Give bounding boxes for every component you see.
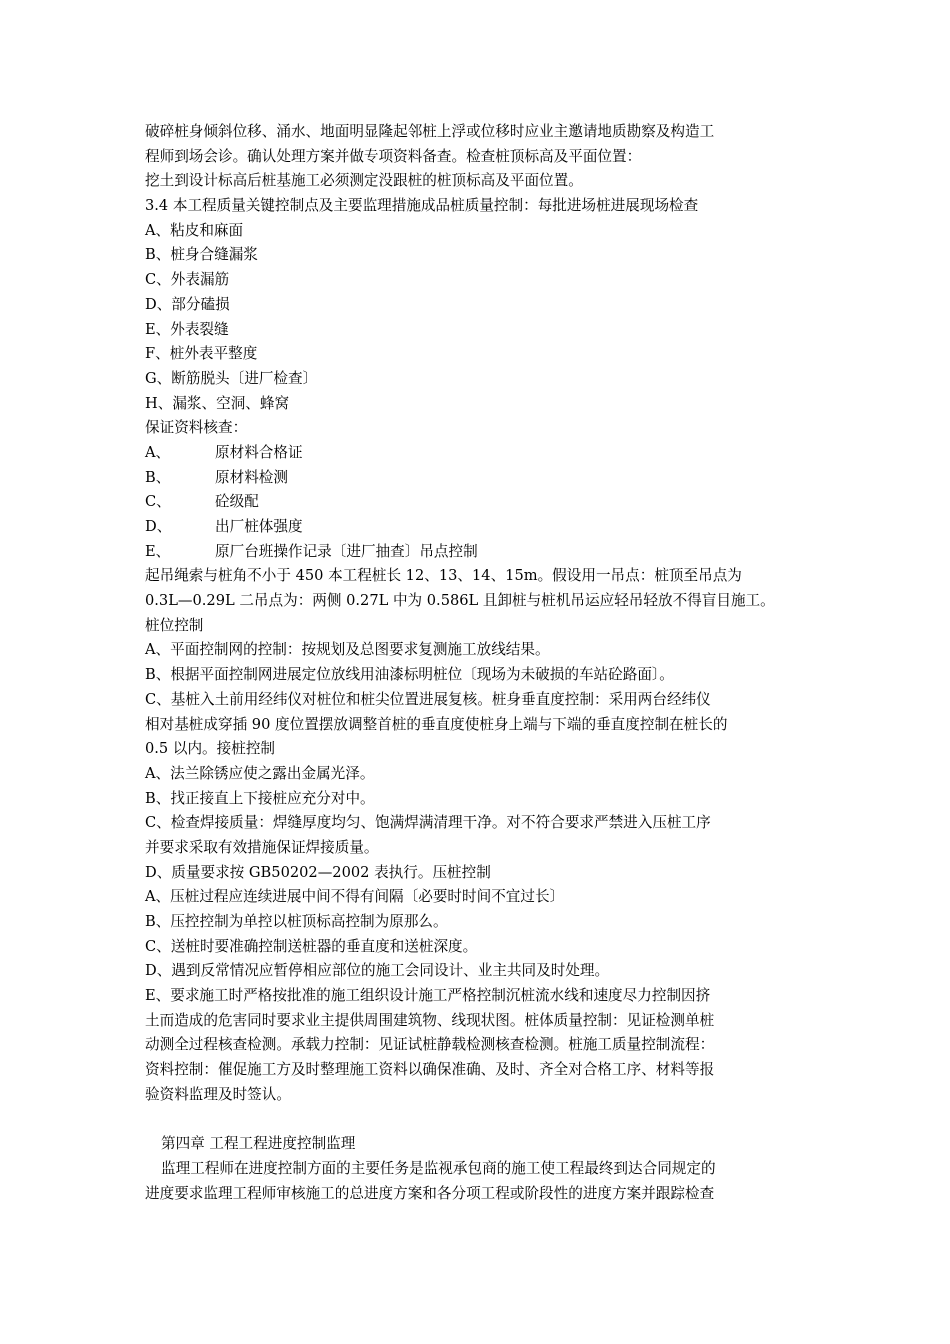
list-item: H、漏浆、空洞、蜂窝 xyxy=(145,394,290,412)
list-item xyxy=(145,490,825,515)
text-line: D、质量要求按 GB50202—2002 表执行。压桩控制 xyxy=(145,863,491,881)
list-letter: D、 xyxy=(145,518,172,535)
text-line: A、平面控制网的控制：按规划及总图要求复测施工放线结果。 xyxy=(145,641,550,659)
text-line: B、压控控制为单控以桩顶标高控制为原那么。 xyxy=(145,913,448,930)
document-check-list xyxy=(145,441,825,564)
text-line: A、压桩过程应连续进展中间不得有间隔〔必要时时间不宜过长〕 xyxy=(145,888,565,906)
list-item: E、外表裂缝 xyxy=(145,320,229,338)
text-line: 资料控制：催促施工方及时整理施工资料以确保准确、及时、齐全对合格工序、材料等报 xyxy=(145,1061,715,1079)
text-line: 挖土到设计标高后桩基施工必须测定没跟桩的桩顶标高及平面位置。 xyxy=(145,172,583,190)
list-item xyxy=(145,515,825,540)
list-text: 原厂台班操作记录〔进厂抽查〕吊点控制 xyxy=(215,542,478,560)
list-item: C、外表漏筋 xyxy=(145,271,230,289)
text-line: A、法兰除锈应使之露出金属光泽。 xyxy=(145,764,375,782)
chapter-section xyxy=(145,1132,825,1206)
text-line: 进度要求监理工程师审核施工的总进度方案和各分项工程或阶段性的进度方案并跟踪检查 xyxy=(145,1184,715,1202)
list-text: 原材料合格证 xyxy=(215,443,303,461)
list-text: 砼级配 xyxy=(215,493,259,511)
text-line: 破碎桩身倾斜位移、涌水、地面明显隆起邻桩上浮或位移时应业主邀请地质勘察及构造工 xyxy=(145,123,715,140)
list-letter: C、 xyxy=(145,493,171,511)
chapter-heading: 第四章 工程工程进度控制监理 xyxy=(161,1135,356,1153)
list-letter: A、 xyxy=(145,443,171,461)
text-line: 验资料监理及时签认。 xyxy=(145,1085,291,1103)
list-letter: E、 xyxy=(145,542,171,560)
text-line: D、遇到反常情况应暂停相应部位的施工会同设计、业主共同及时处理。 xyxy=(145,962,610,980)
list-letter: B、 xyxy=(145,468,171,486)
text-line: 0.3L—0.29L 二吊点为：两侧 0.27L 中为 0.586L 且卸桩与桩机吊运应轻吊轻放不得盲目施工。 xyxy=(145,592,775,610)
text-line: 监理工程师在进度控制方面的主要任务是监视承包商的施工使工程最终到达合同规定的 xyxy=(161,1159,716,1177)
list-item xyxy=(145,540,825,565)
text-line: 0.5 以内。接桩控制 xyxy=(145,740,276,758)
text-line: C、送桩时要准确控制送桩器的垂直度和送桩深度。 xyxy=(145,937,478,955)
text-line: 土而造成的危害同时要求业主提供周围建筑物、线现状图。桩体质量控制：见证检测单桩 xyxy=(145,1011,715,1029)
bottom-section xyxy=(145,564,825,1107)
list-item: B、桩身合缝漏浆 xyxy=(145,246,258,264)
list-item: D、部分磕损 xyxy=(145,295,230,313)
list-item: G、断筋脱头〔进厂检查〕 xyxy=(145,369,318,387)
text-line: 程师到场会诊。确认处理方案并做专项资料备查。检查桩顶标高及平面位置： xyxy=(145,147,642,165)
list-item xyxy=(145,441,825,466)
list-text: 原材料检测 xyxy=(215,468,288,486)
text-line: 相对基桩成穿插 90 度位置摆放调整首桩的垂直度使桩身上端与下端的垂直度控制在桩长的 xyxy=(145,715,728,733)
subsection-label: 保证资料核查： xyxy=(145,419,248,437)
text-line: 并要求采取有效措施保证焊接质量。 xyxy=(145,838,379,856)
text-line: B、找正接直上下接桩应充分对中。 xyxy=(145,789,375,807)
text-line: E、要求施工时严格按批准的施工组织设计施工严格控制沉桩流水线和速度尽力控制因挤 xyxy=(145,987,711,1005)
subsection-label: 桩位控制 xyxy=(145,616,204,634)
text-line: 起吊绳索与桩角不小于 450 本工程桩长 12、13、14、15m。假设用一吊点：桩顶至吊点为 xyxy=(145,567,742,585)
document-page xyxy=(145,120,825,1206)
text-line: C、检查焊接质量：焊缝厚度均匀、饱满焊满清理干净。对不符合要求严禁进入压桩工序 xyxy=(145,814,711,832)
top-section xyxy=(145,120,825,441)
text-line: 动测全过程核查检测。承载力控制：见证试桩静载检测核查检测。桩施工质量控制流程： xyxy=(145,1036,715,1054)
list-item xyxy=(145,466,825,491)
list-item: F、桩外表平整度 xyxy=(145,345,258,363)
text-line: C、基桩入土前用经纬仪对桩位和桩尖位置进展复核。桩身垂直度控制：采用两台经纬仪 xyxy=(145,690,711,708)
paragraph-spacer xyxy=(145,1108,825,1133)
section-heading: 3.4 本工程质量关键控制点及主要监理措施成品桩质量控制：每批进场桩进展现场检查 xyxy=(145,197,699,215)
list-text: 出厂桩体强度 xyxy=(215,518,303,535)
list-item: A、粘皮和麻面 xyxy=(145,221,244,239)
text-line: B、根据平面控制网进展定位放线用油漆标明桩位〔现场为未破损的车站砼路面〕。 xyxy=(145,666,674,684)
